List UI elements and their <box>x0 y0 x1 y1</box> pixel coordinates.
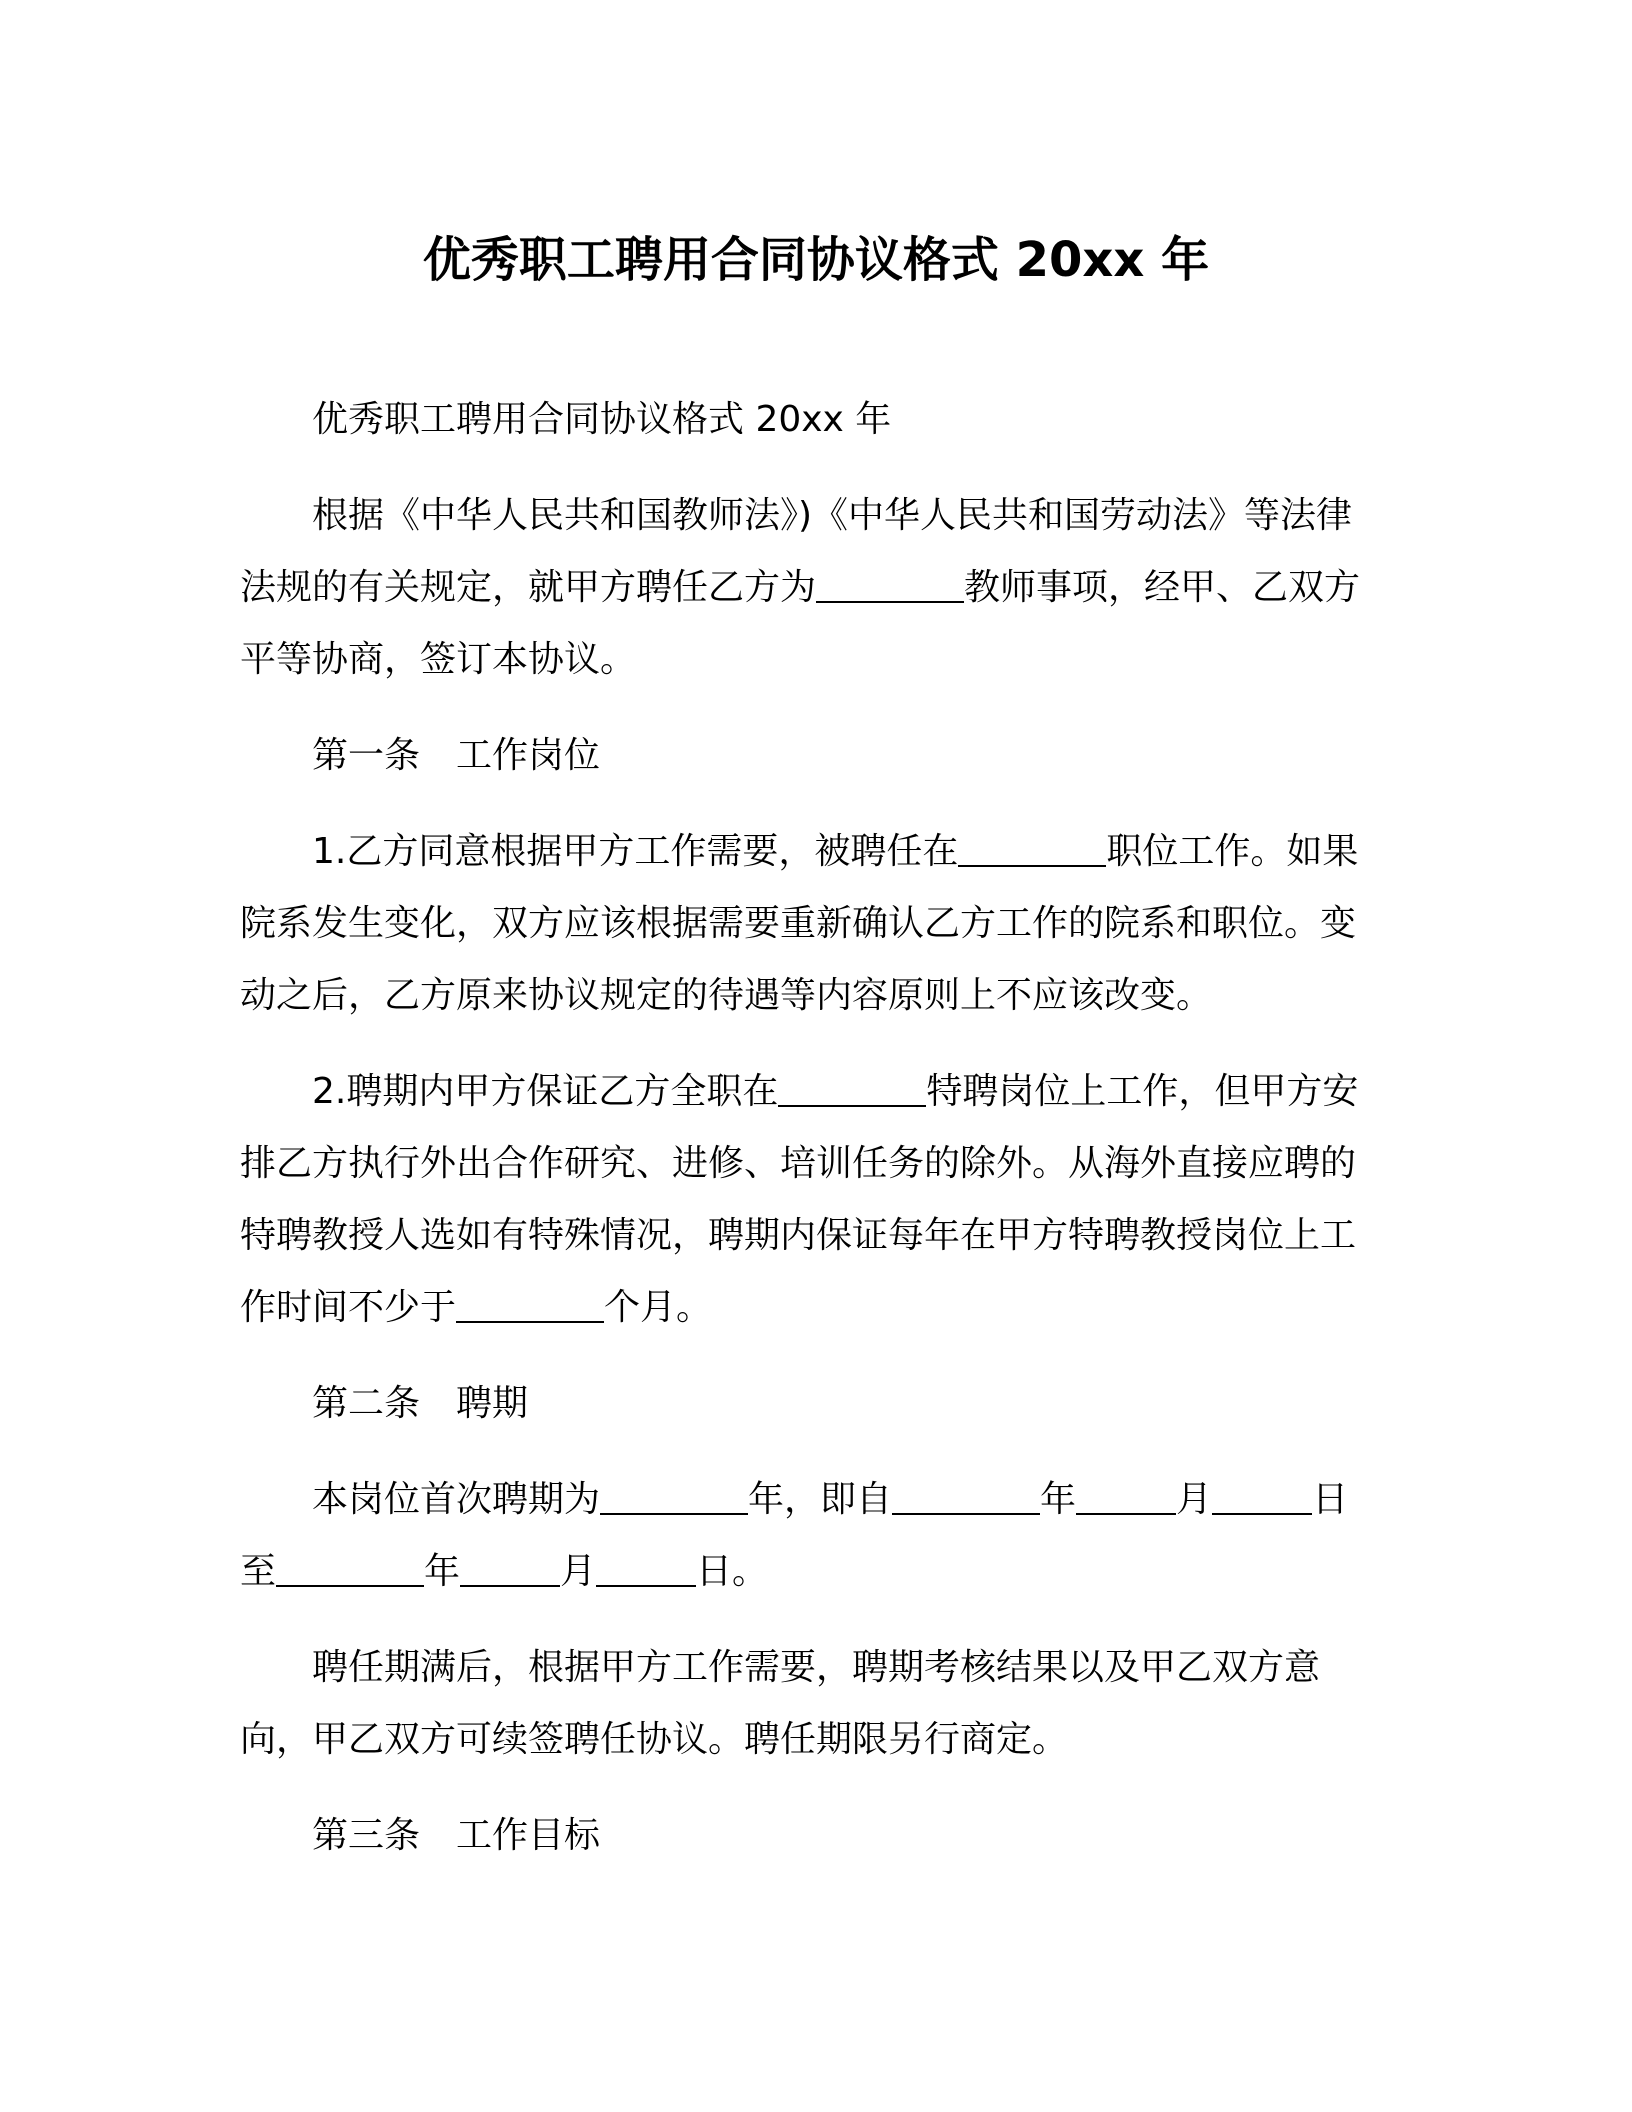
article1-item2 <box>240 1056 1380 1344</box>
fill-blank <box>1076 1479 1176 1515</box>
fill-blank <box>1212 1479 1312 1515</box>
article1-item2-text-3: 个月。 <box>604 1287 713 1328</box>
article2-heading-text: 第二条 聘期 <box>312 1383 529 1424</box>
fill-blank <box>958 831 1106 867</box>
fill-blank <box>456 1287 604 1323</box>
renewal-text: 聘任期满后，根据甲方工作需要，聘期考核结果以及甲乙双方意向，甲乙双方可续签聘任协议。聘任期限另行商定。 <box>240 1647 1321 1760</box>
term-text-3: 年 <box>1040 1479 1077 1520</box>
document-body <box>240 384 1380 1872</box>
article2-renewal <box>240 1632 1380 1776</box>
article2-term <box>240 1464 1380 1608</box>
fill-blank <box>892 1479 1040 1515</box>
article2-heading <box>240 1368 1380 1440</box>
subtitle-paragraph <box>240 384 1380 456</box>
article1-heading <box>240 720 1380 792</box>
article1-item1-text-1: 1.乙方同意根据甲方工作需要，被聘任在 <box>312 831 959 872</box>
article1-item1-text-2: 职位工作。如果院系发生变化，双方应该根据需要重新确认乙方工作的院系和职位。变动之后，乙方原来协议规定的待遇等内容原则上不应该改变。 <box>240 831 1359 1016</box>
article1-item2-text-1: 2.聘期内甲方保证乙方全职在 <box>312 1071 779 1112</box>
intro-paragraph <box>240 480 1380 696</box>
article1-item2-text-2: 特聘岗位上工作，但甲方安排乙方执行外出合作研究、进修、培训任务的除外。从海外直接应聘的特聘教授人选如有特殊情况，聘期内保证每年在甲方特聘教授岗位上工作时间不少于 <box>240 1071 1359 1328</box>
fill-blank <box>600 1479 748 1515</box>
fill-blank <box>460 1551 560 1587</box>
fill-blank <box>276 1551 424 1587</box>
article3-heading <box>240 1800 1380 1872</box>
fill-blank <box>596 1551 696 1587</box>
term-text-7: 月 <box>560 1551 597 1592</box>
term-text-4: 月 <box>1176 1479 1213 1520</box>
subtitle-text: 优秀职工聘用合同协议格式 20xx 年 <box>312 399 892 440</box>
intro-text-1: 根据《中华人民共和国教师法》)《中华人民共和国劳动法》等法律法规的有关规定，就甲方聘任乙方为 <box>240 495 1353 608</box>
fill-blank <box>778 1071 926 1107</box>
term-text-8: 日。 <box>696 1551 769 1592</box>
term-text-6: 年 <box>424 1551 461 1592</box>
term-text-2: 年，即自 <box>748 1479 893 1520</box>
document-title: 优秀职工聘用合同协议格式 20xx 年 <box>422 232 1210 288</box>
article3-heading-text: 第三条 工作目标 <box>312 1815 601 1856</box>
article1-heading-text: 第一条 工作岗位 <box>312 735 601 776</box>
term-text-1: 本岗位首次聘期为 <box>312 1479 601 1520</box>
article1-item1 <box>240 816 1380 1032</box>
fill-blank <box>816 567 964 603</box>
intro-text-2: 教师事项，经甲、乙双方平等协商，签订本协议。 <box>240 567 1361 680</box>
term-text-5: 日至 <box>240 1479 1349 1592</box>
